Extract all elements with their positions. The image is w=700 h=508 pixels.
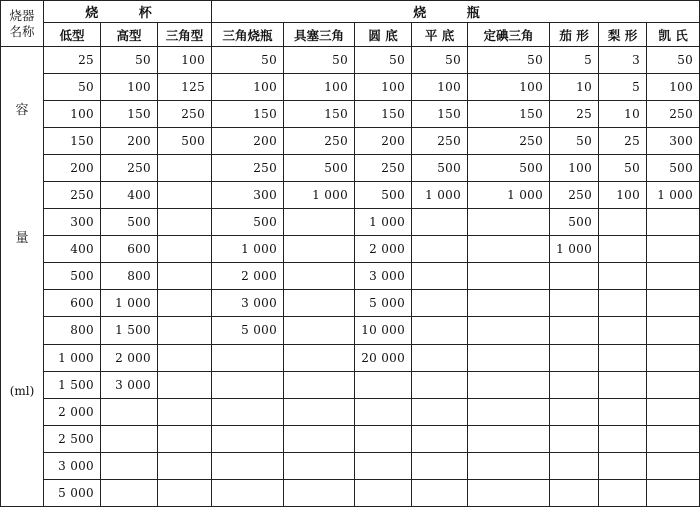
table-cell: 100 xyxy=(158,47,212,74)
table-cell xyxy=(468,263,550,290)
table-cell xyxy=(468,479,550,506)
table-cell: 1 000 xyxy=(468,182,550,209)
table-cell xyxy=(647,452,700,479)
table-cell: 10 xyxy=(599,101,647,128)
table-cell: 1 000 xyxy=(355,209,412,236)
table-cell xyxy=(468,290,550,317)
table-cell xyxy=(284,398,355,425)
corner-header xyxy=(1,1,44,47)
table-cell: 500 xyxy=(355,182,412,209)
table-cell xyxy=(158,479,212,506)
column-header: 定碘三角 xyxy=(468,23,550,47)
table-cell: 300 xyxy=(212,182,284,209)
table-cell: 200 xyxy=(355,128,412,155)
table-row xyxy=(1,182,700,209)
table-cell xyxy=(284,344,355,371)
column-header: 茄 形 xyxy=(550,23,599,47)
table-cell xyxy=(101,479,158,506)
table-cell: 250 xyxy=(212,155,284,182)
table-cell: 250 xyxy=(468,128,550,155)
table-cell: 2 500 xyxy=(44,425,101,452)
table-row xyxy=(1,236,700,263)
table-row xyxy=(1,371,700,398)
table-cell: 100 xyxy=(212,74,284,101)
table-cell xyxy=(599,452,647,479)
table-cell: 500 xyxy=(647,155,700,182)
table-cell xyxy=(212,398,284,425)
table-cell: 20 000 xyxy=(355,344,412,371)
table-cell xyxy=(647,398,700,425)
table-cell: 500 xyxy=(101,209,158,236)
table-cell xyxy=(412,398,468,425)
table-cell xyxy=(599,290,647,317)
table-cell xyxy=(158,182,212,209)
table-cell: 50 xyxy=(647,47,700,74)
table-cell xyxy=(468,317,550,344)
table-cell: 300 xyxy=(647,128,700,155)
table-cell xyxy=(412,371,468,398)
table-cell: 50 xyxy=(101,47,158,74)
table-cell: 50 xyxy=(599,155,647,182)
table-cell: 250 xyxy=(44,182,101,209)
table-cell: 100 xyxy=(355,74,412,101)
table-cell: 150 xyxy=(44,128,101,155)
table-cell: 125 xyxy=(158,74,212,101)
column-header: 三角烧瓶 xyxy=(212,23,284,47)
table-cell xyxy=(468,425,550,452)
table-cell xyxy=(550,290,599,317)
table-cell xyxy=(284,290,355,317)
table-cell xyxy=(550,317,599,344)
table-row xyxy=(1,452,700,479)
table-cell xyxy=(647,317,700,344)
table-row xyxy=(1,479,700,506)
table-cell: 100 xyxy=(599,182,647,209)
table-cell: 150 xyxy=(101,101,158,128)
table-cell: 50 xyxy=(355,47,412,74)
table-cell: 250 xyxy=(101,155,158,182)
table-row xyxy=(1,317,700,344)
table-cell xyxy=(101,398,158,425)
table-cell xyxy=(550,479,599,506)
table-row xyxy=(1,209,700,236)
table-cell: 500 xyxy=(412,155,468,182)
table-cell: 1 500 xyxy=(44,371,101,398)
corner-label-line1: 烧器 xyxy=(9,7,35,23)
table-cell xyxy=(599,344,647,371)
table-row xyxy=(1,425,700,452)
table-cell: 150 xyxy=(468,101,550,128)
table-row xyxy=(1,344,700,371)
column-header: 平 底 xyxy=(412,23,468,47)
table-cell xyxy=(647,290,700,317)
table-cell: 500 xyxy=(550,209,599,236)
table-cell: 150 xyxy=(284,101,355,128)
table-cell: 250 xyxy=(355,155,412,182)
group-header-flask: 烧 瓶 xyxy=(212,1,700,23)
table-cell xyxy=(158,209,212,236)
table-cell: 5 xyxy=(599,74,647,101)
table-cell: 150 xyxy=(355,101,412,128)
table-cell: 500 xyxy=(158,128,212,155)
table-cell xyxy=(101,452,158,479)
table-cell xyxy=(355,398,412,425)
column-header: 高型 xyxy=(101,23,158,47)
table-cell xyxy=(284,479,355,506)
column-header-row xyxy=(1,23,700,47)
side-label-char-rong: 容 xyxy=(15,103,29,118)
table-cell: 250 xyxy=(412,128,468,155)
table-cell: 1 000 xyxy=(212,236,284,263)
table-cell: 25 xyxy=(44,47,101,74)
table-cell: 1 500 xyxy=(101,317,158,344)
table-cell xyxy=(468,452,550,479)
table-cell xyxy=(647,209,700,236)
table-cell xyxy=(355,479,412,506)
table-cell xyxy=(550,398,599,425)
table-cell: 100 xyxy=(412,74,468,101)
table-cell xyxy=(599,371,647,398)
column-header: 凯 氏 xyxy=(647,23,700,47)
table-cell: 25 xyxy=(550,101,599,128)
table-cell: 500 xyxy=(468,155,550,182)
table-row xyxy=(1,155,700,182)
table-cell xyxy=(468,371,550,398)
table-cell xyxy=(550,371,599,398)
table-cell: 50 xyxy=(412,47,468,74)
table-cell: 200 xyxy=(212,128,284,155)
table-cell xyxy=(468,209,550,236)
table-cell xyxy=(412,236,468,263)
table-cell xyxy=(212,344,284,371)
table-cell: 5 000 xyxy=(355,290,412,317)
table-cell: 3 xyxy=(599,47,647,74)
table-cell: 2 000 xyxy=(355,236,412,263)
table-cell: 2 000 xyxy=(212,263,284,290)
table-cell: 500 xyxy=(284,155,355,182)
table-cell: 100 xyxy=(284,74,355,101)
table-cell: 300 xyxy=(44,209,101,236)
table-cell xyxy=(412,344,468,371)
table-cell xyxy=(550,425,599,452)
table-cell: 1 000 xyxy=(101,290,158,317)
side-label-unit: (ml) xyxy=(9,384,35,398)
table-cell: 2 000 xyxy=(44,398,101,425)
side-label-char-liang: 量 xyxy=(15,231,29,246)
table-cell xyxy=(284,371,355,398)
table-cell: 50 xyxy=(284,47,355,74)
table-row xyxy=(1,74,700,101)
table-cell xyxy=(647,344,700,371)
table-cell xyxy=(284,263,355,290)
table-cell: 250 xyxy=(550,182,599,209)
table-cell xyxy=(355,371,412,398)
table-cell xyxy=(212,371,284,398)
table-cell: 10 xyxy=(550,74,599,101)
table-cell xyxy=(158,398,212,425)
table-row xyxy=(1,263,700,290)
table-cell xyxy=(647,371,700,398)
table-cell: 1 000 xyxy=(647,182,700,209)
table-cell xyxy=(647,425,700,452)
table-cell: 100 xyxy=(550,155,599,182)
column-header: 圆 底 xyxy=(355,23,412,47)
table-cell: 400 xyxy=(44,236,101,263)
table-cell xyxy=(599,317,647,344)
table-cell xyxy=(599,263,647,290)
table-row xyxy=(1,290,700,317)
table-cell xyxy=(412,452,468,479)
table-cell: 250 xyxy=(158,101,212,128)
table-cell xyxy=(158,155,212,182)
table-cell xyxy=(284,452,355,479)
corner-label-line2: 名称 xyxy=(9,23,35,39)
table-cell: 1 000 xyxy=(44,344,101,371)
table-row xyxy=(1,398,700,425)
table-cell: 5 xyxy=(550,47,599,74)
table-cell xyxy=(647,479,700,506)
table-cell: 800 xyxy=(101,263,158,290)
table-cell: 100 xyxy=(44,101,101,128)
table-body xyxy=(1,47,700,507)
table-cell xyxy=(550,344,599,371)
table-cell xyxy=(158,263,212,290)
table-cell xyxy=(412,209,468,236)
table-cell xyxy=(212,479,284,506)
table-cell xyxy=(412,479,468,506)
table-cell: 50 xyxy=(468,47,550,74)
table-cell: 600 xyxy=(101,236,158,263)
column-header: 低型 xyxy=(44,23,101,47)
table-cell: 2 000 xyxy=(101,344,158,371)
table-cell: 100 xyxy=(101,74,158,101)
table-cell xyxy=(412,290,468,317)
table-cell: 10 000 xyxy=(355,317,412,344)
table-cell: 5 000 xyxy=(44,479,101,506)
table-cell xyxy=(647,236,700,263)
table-cell xyxy=(599,398,647,425)
table-cell xyxy=(158,236,212,263)
table-cell: 50 xyxy=(212,47,284,74)
table-cell xyxy=(158,425,212,452)
table-cell xyxy=(599,479,647,506)
table-cell xyxy=(158,371,212,398)
table-cell: 3 000 xyxy=(355,263,412,290)
table-cell xyxy=(284,236,355,263)
table-row xyxy=(1,101,700,128)
table-cell: 150 xyxy=(212,101,284,128)
table-cell: 3 000 xyxy=(212,290,284,317)
table-cell: 1 000 xyxy=(284,182,355,209)
table-cell: 800 xyxy=(44,317,101,344)
table-cell xyxy=(550,452,599,479)
table-cell xyxy=(468,344,550,371)
table-cell xyxy=(355,425,412,452)
column-header: 梨 形 xyxy=(599,23,647,47)
capacity-side-label xyxy=(1,47,44,507)
table-cell: 200 xyxy=(44,155,101,182)
column-header: 三角型 xyxy=(158,23,212,47)
table-cell xyxy=(412,263,468,290)
table-cell: 600 xyxy=(44,290,101,317)
table-cell: 400 xyxy=(101,182,158,209)
table-row xyxy=(1,128,700,155)
table-cell: 250 xyxy=(284,128,355,155)
table-cell xyxy=(158,317,212,344)
table-cell xyxy=(599,425,647,452)
table-cell: 50 xyxy=(550,128,599,155)
table-cell xyxy=(284,317,355,344)
table-cell: 3 000 xyxy=(101,371,158,398)
table-cell xyxy=(284,209,355,236)
table-cell: 5 000 xyxy=(212,317,284,344)
table-cell: 50 xyxy=(44,74,101,101)
table-cell xyxy=(647,263,700,290)
table-cell xyxy=(212,452,284,479)
table-cell xyxy=(158,344,212,371)
table-cell: 500 xyxy=(44,263,101,290)
table-cell: 25 xyxy=(599,128,647,155)
table-cell xyxy=(355,452,412,479)
table-cell xyxy=(599,209,647,236)
table-cell xyxy=(101,425,158,452)
table-cell xyxy=(212,425,284,452)
table-cell xyxy=(599,236,647,263)
table-cell: 150 xyxy=(412,101,468,128)
table-cell: 100 xyxy=(468,74,550,101)
table-cell: 100 xyxy=(647,74,700,101)
group-header-beaker: 烧 杯 xyxy=(44,1,212,23)
table-cell xyxy=(550,263,599,290)
table-cell xyxy=(158,290,212,317)
table-cell: 3 000 xyxy=(44,452,101,479)
table-row xyxy=(1,47,700,74)
table-cell xyxy=(158,452,212,479)
table-cell: 1 000 xyxy=(550,236,599,263)
table-cell: 250 xyxy=(647,101,700,128)
table-cell xyxy=(412,425,468,452)
table-cell xyxy=(284,425,355,452)
table-cell xyxy=(468,398,550,425)
column-header: 具塞三角 xyxy=(284,23,355,47)
table-cell: 200 xyxy=(101,128,158,155)
table-cell: 1 000 xyxy=(412,182,468,209)
table-cell xyxy=(468,236,550,263)
table-cell: 500 xyxy=(212,209,284,236)
table-cell xyxy=(412,317,468,344)
